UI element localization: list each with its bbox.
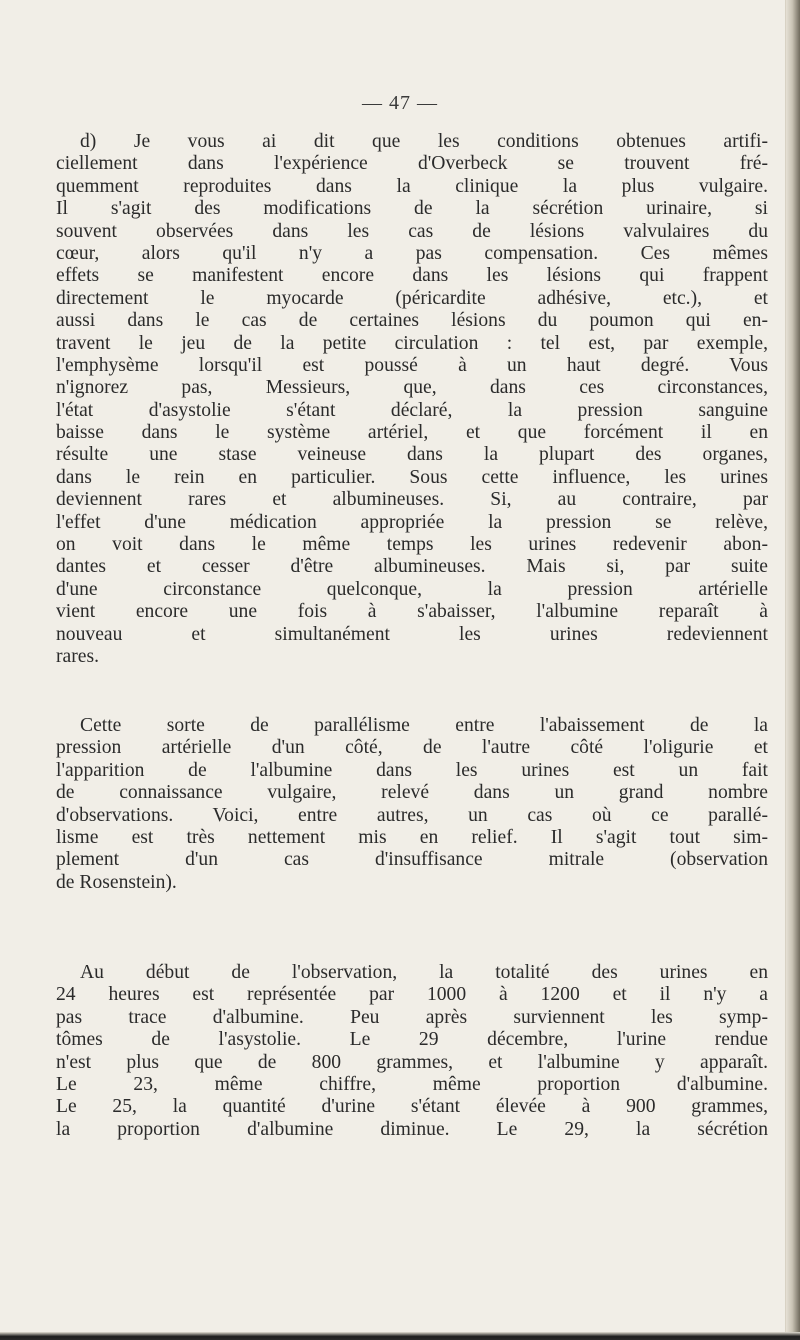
text-line: aussi dans le cas de certaines lésions du poumon qui en-: [56, 310, 768, 332]
text-line: n'est plus que de 800 grammes, et l'albumine y apparaît.: [56, 1051, 768, 1073]
paragraph-1: [56, 131, 768, 668]
text-line: d'observations. Voici, entre autres, un cas où ce parallé-: [56, 804, 768, 826]
text-line: d) Je vous ai dit que les conditions obtenues artifi-: [80, 131, 768, 152]
text-line: l'effet d'une médication appropriée la pression se relève,: [56, 511, 768, 533]
text-line: vient encore une fois à s'abaisser, l'albumine reparaît à: [56, 601, 768, 623]
paragraph-2: [56, 715, 768, 894]
text-line: l'apparition de l'albumine dans les urines est un fait: [56, 759, 768, 781]
text-line: directement le myocarde (péricardite adhésive, etc.), et: [56, 287, 768, 309]
page-bottom-edge: [0, 1332, 800, 1340]
text-line: 24 heures est représentée par 1000 à 1200 et il n'y a: [56, 984, 768, 1006]
text-line: Il s'agit des modifications de la sécrétion urinaire, si: [56, 198, 768, 220]
text-line: de Rosenstein).: [56, 871, 177, 893]
text-line: de connaissance vulgaire, relevé dans un grand nombre: [56, 782, 768, 804]
text-line: plement d'un cas d'insuffisance mitrale (observation: [56, 849, 768, 871]
text-line: baisse dans le système artériel, et que forcément il en: [56, 422, 768, 444]
text-line: Le 25, la quantité d'urine s'étant élevée à 900 grammes,: [56, 1096, 768, 1118]
text-line: Cette sorte de parallélisme entre l'abaissement de la: [80, 715, 768, 736]
text-line: n'ignorez pas, Messieurs, que, dans ces circonstances,: [56, 377, 768, 399]
text-line: effets se manifestent encore dans les lésions qui frappent: [56, 265, 768, 287]
text-line: pas trace d'albumine. Peu après surviennent les symp-: [56, 1006, 768, 1028]
text-line: Au début de l'observation, la totalité des urines en: [80, 962, 768, 983]
text-line: rares.: [56, 645, 99, 667]
text-line: Le 23, même chiffre, même proportion d'albumine.: [56, 1073, 768, 1095]
text-line: résulte une stase veineuse dans la plupart des organes,: [56, 444, 768, 466]
text-line: dans le rein en particulier. Sous cette influence, les urines: [56, 466, 768, 488]
text-line: dantes et cesser d'être albumineuses. Mais si, par suite: [56, 556, 768, 578]
page-number: — 47 —: [362, 92, 438, 114]
text-line: on voit dans le même temps les urines redevenir abon-: [56, 534, 768, 556]
text-line: d'une circonstance quelconque, la pression artérielle: [56, 578, 768, 600]
text-line: deviennent rares et albumineuses. Si, au contraire, par: [56, 489, 768, 511]
paragraph-3: [56, 962, 768, 1141]
text-line: ciellement dans l'expérience d'Overbeck se trouvent fré-: [56, 153, 768, 175]
text-line: tômes de l'asystolie. Le 29 décembre, l'urine rendue: [56, 1029, 768, 1051]
text-line: lisme est très nettement mis en relief. Il s'agit tout sim-: [56, 826, 768, 848]
text-line: cœur, alors qu'il n'y a pas compensation. Ces mêmes: [56, 242, 768, 264]
text-line: pression artérielle d'un côté, de l'autre côté l'oligurie et: [56, 737, 768, 759]
page-edge: [786, 0, 800, 1340]
text-line: quemment reproduites dans la clinique la plus vulgaire.: [56, 175, 768, 197]
text-line: l'emphysème lorsqu'il est poussé à un haut degré. Vous: [56, 354, 768, 376]
text-line: la proportion d'albumine diminue. Le 29, la sécrétion: [56, 1118, 768, 1140]
text-line: travent le jeu de la petite circulation : tel est, par exemple,: [56, 332, 768, 354]
text-line: nouveau et simultanément les urines redeviennent: [56, 623, 768, 645]
text-line: l'état d'asystolie s'étant déclaré, la pression sanguine: [56, 399, 768, 421]
text-line: souvent observées dans les cas de lésions valvulaires du: [56, 220, 768, 242]
